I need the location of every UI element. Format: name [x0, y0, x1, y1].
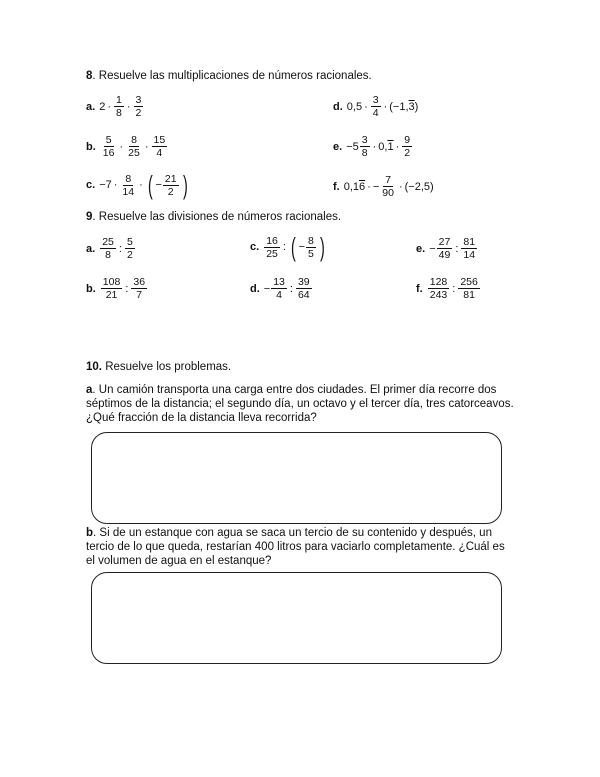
exercise-label: f. — [333, 180, 340, 193]
numerator: 9 — [404, 134, 411, 146]
numerator: 81 — [463, 236, 476, 248]
fraction — [371, 94, 381, 119]
numerator: 8 — [131, 134, 137, 146]
exercise-9a — [86, 236, 136, 261]
fraction — [428, 276, 450, 301]
section-9-instruction: . Resuelve las divisiones de números racionales. — [92, 211, 342, 223]
right-paren: ) — [319, 232, 325, 262]
fraction — [380, 174, 396, 199]
divide-colon: : — [282, 241, 286, 253]
numerator: 8 — [308, 234, 314, 247]
fraction — [306, 235, 316, 260]
problem-a — [86, 383, 516, 425]
periodic-decimal — [344, 181, 365, 193]
multiply-dot: · — [364, 100, 368, 113]
fraction — [101, 276, 123, 301]
exercise-8f — [333, 174, 434, 199]
denominator: 4 — [156, 147, 163, 159]
numerator: 13 — [273, 276, 285, 288]
exercise-label: a. — [86, 100, 96, 113]
problem-b-label: b — [86, 527, 94, 539]
exercise-label: b. — [86, 140, 96, 153]
fraction — [458, 276, 480, 301]
denominator: 2 — [404, 147, 411, 159]
exercise-8b — [86, 134, 168, 159]
fraction — [152, 134, 168, 159]
multiply-dot: · — [144, 140, 149, 153]
fraction — [163, 173, 179, 198]
fraction — [437, 236, 453, 261]
periodic-decimal — [389, 101, 418, 113]
decimal-part: 0, — [378, 140, 388, 153]
decimal-part: (−1, — [389, 100, 409, 113]
exercise-9f — [416, 276, 481, 301]
denominator: 2 — [167, 185, 174, 198]
denominator: 81 — [463, 289, 475, 301]
numerator: 36 — [133, 276, 146, 288]
decimal-number: (−2,5) — [404, 180, 434, 193]
denominator: 64 — [297, 289, 310, 301]
exercise-label: c. — [250, 241, 260, 253]
denominator: 21 — [105, 289, 118, 301]
numerator: 5 — [126, 236, 133, 248]
denominator: 25 — [128, 147, 140, 159]
divide-colon: : — [452, 282, 456, 295]
section-8-instruction: . Resuelve las multiplicaciones de números racionales. — [92, 70, 372, 82]
minus-sign: − — [155, 179, 162, 191]
multiply-dot: · — [107, 100, 111, 113]
exercise-9b — [86, 276, 148, 301]
exercise-label: e. — [333, 140, 343, 153]
numerator: 5 — [105, 134, 112, 146]
numerator: 7 — [385, 174, 392, 186]
fraction — [126, 134, 142, 159]
fraction — [271, 276, 287, 301]
numerator: 21 — [164, 172, 177, 185]
whole-number: 2 — [99, 100, 106, 113]
numerator: 15 — [153, 134, 166, 146]
minus-sign: − — [298, 241, 306, 253]
repeating-digit: 3 — [408, 100, 415, 113]
numerator: 3 — [361, 134, 368, 146]
divide-colon: : — [118, 242, 122, 255]
answer-box-a[interactable] — [91, 432, 502, 524]
exercise-label: f. — [416, 282, 423, 295]
denominator: 16 — [102, 147, 115, 159]
denominator: 49 — [438, 249, 451, 261]
fraction — [131, 276, 147, 301]
exercise-8d — [333, 94, 418, 119]
numerator: 3 — [135, 94, 142, 106]
denominator: 8 — [115, 107, 122, 119]
right-paren: ) — [182, 170, 188, 200]
minus-sign: − — [263, 282, 271, 295]
multiply-dot: · — [367, 180, 371, 193]
left-paren: ( — [147, 170, 153, 200]
multiply-dot: · — [119, 140, 124, 153]
numerator: 27 — [438, 236, 451, 248]
repeating-digit: 6 — [359, 180, 366, 193]
fraction — [101, 134, 117, 159]
numerator: 3 — [372, 94, 379, 106]
denominator: 4 — [276, 289, 282, 301]
multiply-dot: · — [372, 140, 377, 153]
periodic-decimal — [378, 141, 393, 153]
fraction — [461, 236, 477, 261]
exercise-9e — [416, 236, 478, 261]
denominator: 90 — [382, 187, 394, 199]
exercise-label: c. — [86, 179, 96, 191]
left-paren: ( — [290, 232, 296, 262]
exercise-label: d. — [333, 100, 343, 113]
numerator: 16 — [266, 234, 278, 247]
decimal-part: 0,1 — [343, 180, 360, 193]
minus-sign: − — [429, 242, 436, 255]
multiply-dot: · — [398, 180, 403, 193]
multiply-dot: · — [113, 179, 118, 191]
divide-colon: : — [289, 282, 293, 295]
fraction — [264, 235, 280, 260]
problem-b-text: . Si de un estanque con agua se saca un tercio de su contenido y después, un tercio de lo que queda, restarían 400 litros para vaciarlo completamente. ¿Cuál es el volumen de agua en el estanque? — [86, 527, 505, 567]
section-10-number: 10. — [86, 361, 102, 373]
decimal-number: 0,5 — [346, 100, 363, 113]
denominator: 8 — [361, 147, 368, 159]
whole-number: −5 — [346, 140, 359, 153]
denominator: 7 — [136, 289, 143, 301]
multiply-dot: · — [139, 179, 143, 191]
divide-colon: : — [455, 242, 459, 255]
section-8-number: 8 — [86, 70, 93, 82]
section-8-heading — [86, 70, 372, 82]
numerator: 25 — [102, 236, 114, 248]
denominator: 8 — [105, 249, 111, 261]
denominator: 243 — [429, 289, 448, 301]
fraction — [402, 134, 412, 159]
multiply-dot: · — [126, 100, 131, 113]
denominator: 2 — [126, 249, 133, 261]
numerator: 108 — [102, 276, 121, 288]
multiply-dot: · — [395, 140, 400, 153]
problem-a-label: a — [86, 384, 93, 396]
numerator: 8 — [125, 172, 132, 185]
problem-a-text: . Un camión transporta una carga entre dos ciudades. El primer día recorre dos séptimos de la distancia; el segundo día, un octavo y el tercer día, tres catorceavos. ¿Qué fracción de la distancia lleva recorrida? — [86, 384, 514, 424]
fraction — [125, 236, 135, 261]
exercise-9d — [250, 276, 313, 301]
denominator: 5 — [308, 247, 314, 260]
answer-box-b[interactable] — [91, 572, 502, 664]
section-10-instruction: Resuelve los problemas. — [102, 361, 232, 373]
fraction — [120, 173, 136, 198]
exercise-8a — [86, 94, 144, 119]
exercise-8e — [333, 134, 413, 159]
exercise-9c — [250, 234, 328, 260]
numerator: 39 — [297, 276, 310, 288]
repeating-digit: 1 — [387, 140, 394, 153]
exercise-label: a. — [86, 242, 96, 255]
exercise-8c — [86, 172, 190, 198]
problem-b — [86, 526, 516, 568]
section-10-heading — [86, 361, 231, 373]
fraction — [134, 94, 144, 119]
divide-colon: : — [125, 282, 129, 295]
fraction — [100, 236, 116, 261]
section-9-heading — [86, 211, 341, 223]
section-9-number: 9 — [86, 211, 93, 223]
fraction — [296, 276, 312, 301]
multiply-dot: · — [383, 100, 388, 113]
numerator: 128 — [429, 276, 448, 288]
closing-paren: ) — [414, 100, 419, 113]
denominator: 4 — [372, 107, 379, 119]
whole-number: −7 — [99, 179, 112, 191]
exercise-label: b. — [86, 282, 96, 295]
numerator: 256 — [460, 276, 478, 288]
exercise-label: e. — [416, 242, 426, 255]
minus-sign: − — [372, 180, 380, 193]
denominator: 14 — [122, 185, 135, 198]
denominator: 14 — [463, 249, 476, 261]
fraction — [114, 94, 124, 119]
denominator: 25 — [266, 247, 278, 260]
exercise-label: d. — [250, 282, 260, 295]
fraction — [360, 134, 370, 159]
numerator: 1 — [115, 94, 122, 106]
denominator: 2 — [135, 107, 142, 119]
